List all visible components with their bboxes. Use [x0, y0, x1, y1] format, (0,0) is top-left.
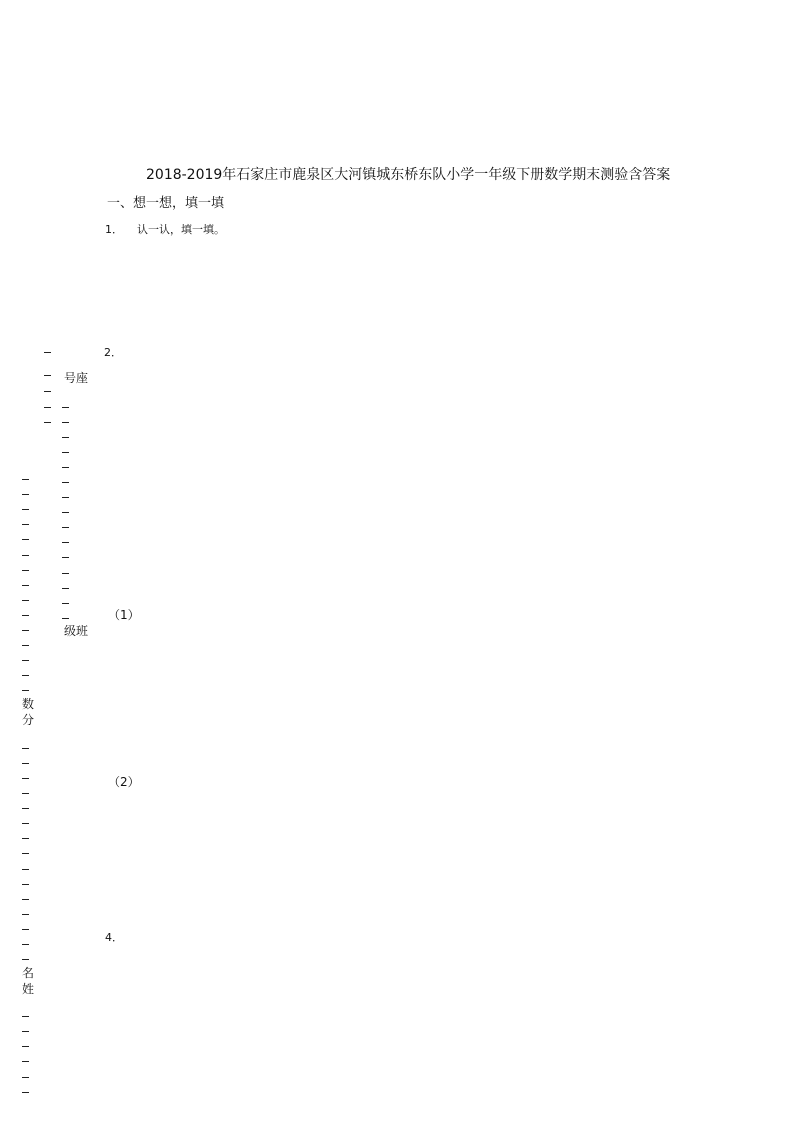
binding-dash — [22, 1077, 29, 1078]
binding-dash — [62, 573, 69, 574]
page-title: 2018-2019年石家庄市鹿泉区大河镇城东桥东队小学一年级下册数学期末测验含答案 — [146, 167, 671, 183]
section-heading: 一、想一想，填一填 — [107, 196, 225, 211]
binding-dash — [22, 823, 29, 824]
binding-dash — [44, 352, 51, 353]
binding-dash — [22, 585, 29, 586]
score-label: 数分 — [22, 697, 35, 727]
binding-dash — [22, 539, 29, 540]
question-4-number: 4． — [105, 931, 123, 944]
binding-dash — [22, 524, 29, 525]
binding-dash — [22, 615, 29, 616]
seat-number-label: 号座 — [64, 371, 89, 385]
binding-dash — [22, 808, 29, 809]
question-1-number: 1． — [105, 223, 123, 236]
binding-dash — [62, 557, 69, 558]
binding-dash — [22, 555, 29, 556]
binding-dash — [22, 853, 29, 854]
subquestion-2-label: （2） — [108, 775, 140, 789]
binding-dash — [22, 690, 29, 691]
binding-dash — [22, 1046, 29, 1047]
binding-dash — [22, 793, 29, 794]
binding-dash — [22, 959, 29, 960]
binding-dash — [62, 422, 69, 423]
binding-dash — [44, 375, 51, 376]
binding-dash — [62, 588, 69, 589]
name-label: 名姓 — [22, 966, 35, 996]
subquestion-1-label: （1） — [108, 608, 140, 622]
binding-dash — [62, 437, 69, 438]
binding-dash — [22, 494, 29, 495]
binding-dash — [62, 482, 69, 483]
binding-dash — [22, 600, 29, 601]
binding-dash — [22, 1016, 29, 1017]
binding-dash — [62, 542, 69, 543]
binding-dash — [22, 763, 29, 764]
binding-dash — [22, 1061, 29, 1062]
binding-dash — [22, 748, 29, 749]
binding-dash — [62, 497, 69, 498]
binding-dash — [62, 527, 69, 528]
binding-dash — [22, 509, 29, 510]
binding-dash — [22, 660, 29, 661]
binding-dash — [22, 778, 29, 779]
binding-dash — [62, 467, 69, 468]
binding-dash — [22, 838, 29, 839]
binding-dash — [22, 645, 29, 646]
binding-dash — [22, 929, 29, 930]
class-label: 级班 — [64, 624, 89, 638]
binding-dash — [22, 944, 29, 945]
binding-dash — [22, 1031, 29, 1032]
binding-dash — [22, 899, 29, 900]
binding-dash — [22, 479, 29, 480]
binding-dash — [22, 1092, 29, 1093]
binding-dash — [62, 512, 69, 513]
binding-dash — [62, 452, 69, 453]
binding-dash — [44, 422, 51, 423]
question-1-text: 认一认，填一填。 — [137, 223, 225, 236]
binding-dash — [62, 603, 69, 604]
question-2-number: 2． — [104, 346, 122, 359]
binding-dash — [44, 391, 51, 392]
binding-dash — [62, 407, 69, 408]
binding-dash — [22, 914, 29, 915]
binding-dash — [62, 618, 69, 619]
binding-dash — [22, 570, 29, 571]
binding-dash — [22, 630, 29, 631]
binding-dash — [22, 884, 29, 885]
binding-dash — [44, 407, 51, 408]
binding-dash — [22, 675, 29, 676]
binding-dash — [22, 869, 29, 870]
